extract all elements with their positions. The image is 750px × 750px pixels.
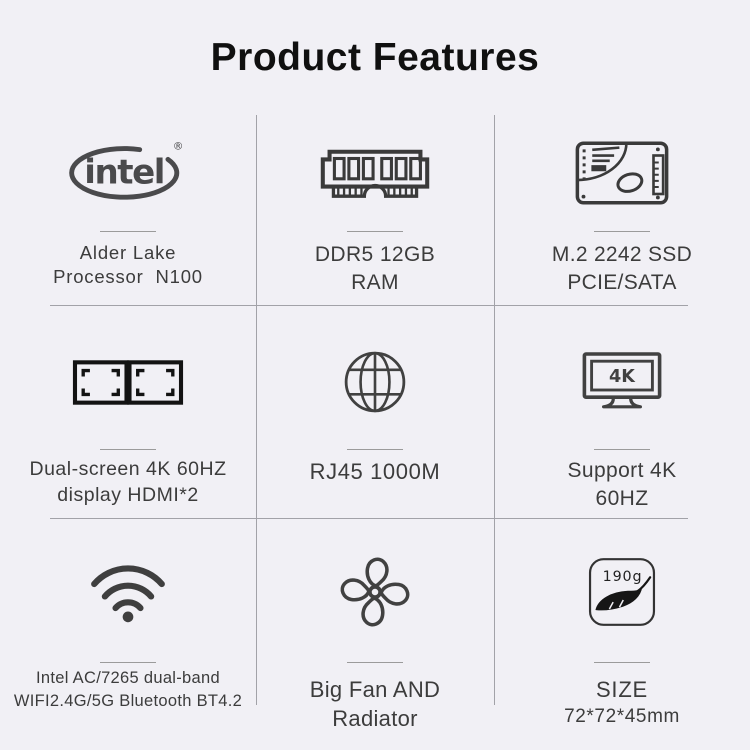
mini-divider	[100, 662, 156, 663]
feature-line: Intel AC/7265 dual-band	[36, 669, 220, 687]
monitor-4k-label: 4K	[609, 367, 635, 387]
feature-cell-ssd	[494, 115, 750, 305]
feature-line: Dual-screen 4K 60HZ	[29, 458, 227, 480]
feature-cell-size	[494, 518, 750, 750]
registered-mark: ®	[172, 139, 184, 153]
feature-cell-dual-screen	[0, 305, 256, 518]
feature-line: RAM	[351, 270, 399, 294]
grid-horizontal-divider	[50, 518, 688, 519]
feature-line: Radiator	[332, 706, 418, 732]
wifi-icon	[88, 518, 168, 654]
page-title: Product Features	[210, 35, 540, 79]
feature-cell-wifi	[0, 518, 256, 750]
feature-cell-processor	[0, 115, 256, 305]
feature-line: RJ45 1000M	[309, 459, 441, 484]
ssd-icon	[573, 115, 671, 225]
features-grid	[0, 115, 750, 750]
feature-line: display HDMI*2	[57, 483, 199, 506]
monitor-4k-icon	[578, 305, 666, 447]
grid-vertical-divider	[256, 115, 257, 705]
globe-icon	[340, 305, 410, 447]
feature-cell-fan	[256, 518, 494, 750]
feature-line: DDR5 12GB	[314, 243, 436, 266]
feature-line: M.2 2242 SSD	[551, 243, 693, 266]
mini-divider	[100, 449, 156, 450]
feature-line: Alder Lake	[79, 242, 177, 263]
dual-screen-icon	[72, 305, 184, 447]
feature-cell-lan	[256, 305, 494, 518]
mini-divider	[594, 449, 650, 450]
feature-line: Big Fan AND	[309, 677, 441, 702]
weight-label: 190g	[602, 569, 643, 586]
feature-cell-4k	[494, 305, 750, 518]
mini-divider	[594, 662, 650, 663]
feature-line: SIZE	[595, 677, 649, 702]
mini-divider	[347, 449, 403, 450]
mini-divider	[347, 231, 403, 232]
feature-line: 60HZ	[595, 486, 649, 510]
grid-horizontal-divider	[50, 305, 688, 306]
feature-line: Processor N100	[53, 266, 203, 288]
feature-line: Support 4K	[567, 459, 677, 482]
mini-divider	[347, 662, 403, 663]
intel-logo-icon	[69, 115, 187, 225]
feature-line: WIFI2.4G/5G Bluetooth BT4.2	[13, 692, 243, 711]
intel-wordmark: intel	[84, 152, 164, 193]
feature-line: 72*72*45mm	[564, 706, 680, 728]
feature-cell-ram	[256, 115, 494, 305]
mini-divider	[100, 231, 156, 232]
page-header	[0, 0, 750, 115]
mini-divider	[594, 231, 650, 232]
feather-weight-icon	[584, 518, 660, 654]
feature-line: PCIE/SATA	[567, 270, 677, 294]
fan-icon	[333, 518, 417, 654]
grid-vertical-divider	[494, 115, 495, 705]
ram-icon	[317, 115, 433, 225]
